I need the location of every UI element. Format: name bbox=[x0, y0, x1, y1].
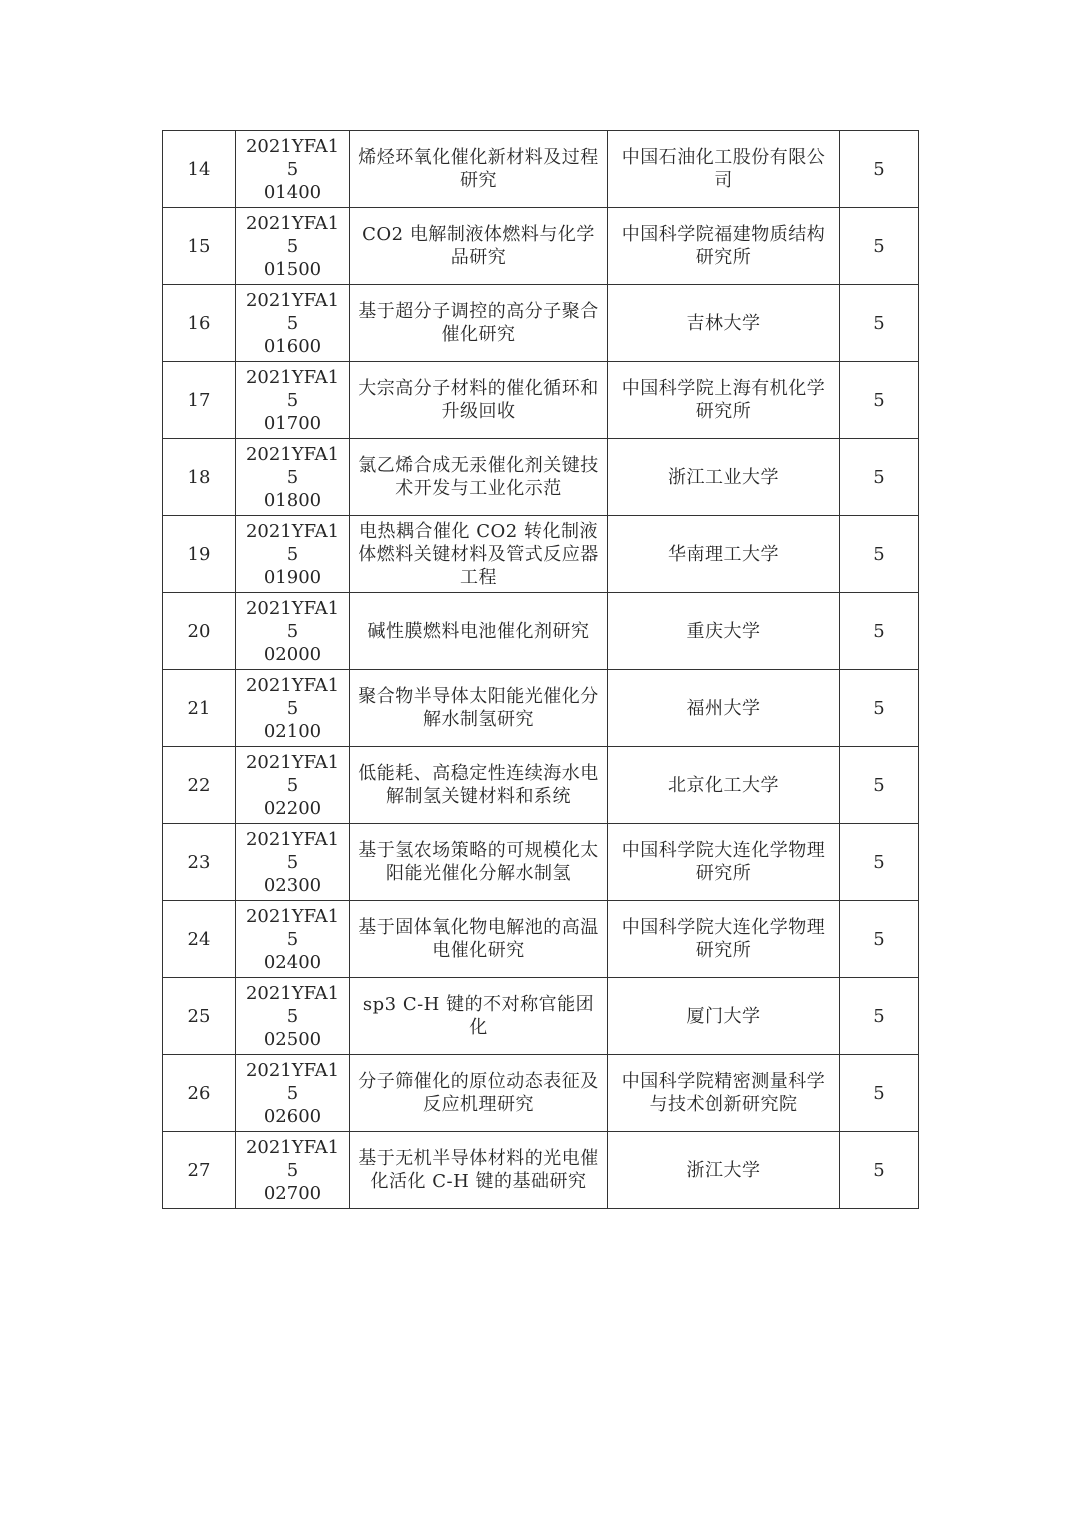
project-code-line-2: 02000 bbox=[263, 643, 322, 665]
row-index: 18 bbox=[163, 439, 236, 516]
project-code bbox=[236, 439, 350, 516]
project-name: 基于超分子调控的高分子聚合催化研究 bbox=[350, 285, 608, 362]
project-code bbox=[236, 593, 350, 670]
organization: 华南理工大学 bbox=[608, 516, 840, 593]
project-code-line-1: 2021YFA15 bbox=[245, 1136, 340, 1181]
project-code-line-2: 02200 bbox=[263, 797, 322, 819]
table-row bbox=[163, 208, 919, 285]
project-code-line-2: 02700 bbox=[263, 1182, 322, 1204]
project-code bbox=[236, 285, 350, 362]
project-count: 5 bbox=[840, 747, 919, 824]
row-index: 21 bbox=[163, 670, 236, 747]
organization: 浙江工业大学 bbox=[608, 439, 840, 516]
row-index: 15 bbox=[163, 208, 236, 285]
project-code-line-1: 2021YFA15 bbox=[245, 366, 340, 411]
project-count: 5 bbox=[840, 208, 919, 285]
project-code-line-2: 01400 bbox=[263, 181, 322, 203]
table-row bbox=[163, 516, 919, 593]
project-code bbox=[236, 670, 350, 747]
table-row bbox=[163, 670, 919, 747]
organization: 中国科学院福建物质结构研究所 bbox=[608, 208, 840, 285]
project-code-line-2: 02500 bbox=[263, 1028, 322, 1050]
project-count: 5 bbox=[840, 131, 919, 208]
table-row bbox=[163, 747, 919, 824]
row-index: 17 bbox=[163, 362, 236, 439]
project-code-line-1: 2021YFA15 bbox=[245, 289, 340, 334]
project-name: 聚合物半导体太阳能光催化分解水制氢研究 bbox=[350, 670, 608, 747]
project-code bbox=[236, 362, 350, 439]
project-code bbox=[236, 208, 350, 285]
project-code-line-1: 2021YFA15 bbox=[245, 443, 340, 488]
project-name: 低能耗、高稳定性连续海水电解制氢关键材料和系统 bbox=[350, 747, 608, 824]
project-count: 5 bbox=[840, 285, 919, 362]
project-code bbox=[236, 1132, 350, 1209]
project-name: sp3 C-H 键的不对称官能团化 bbox=[350, 978, 608, 1055]
project-code-line-1: 2021YFA15 bbox=[245, 520, 340, 565]
project-code-line-1: 2021YFA15 bbox=[245, 597, 340, 642]
table-row bbox=[163, 593, 919, 670]
project-name: 碱性膜燃料电池催化剂研究 bbox=[350, 593, 608, 670]
project-count: 5 bbox=[840, 362, 919, 439]
project-code-line-2: 01700 bbox=[263, 412, 322, 434]
project-code-line-2: 01800 bbox=[263, 489, 322, 511]
project-code bbox=[236, 516, 350, 593]
organization: 浙江大学 bbox=[608, 1132, 840, 1209]
project-name: 烯烃环氧化催化新材料及过程研究 bbox=[350, 131, 608, 208]
project-code-line-1: 2021YFA15 bbox=[245, 212, 340, 257]
project-code-line-1: 2021YFA15 bbox=[245, 905, 340, 950]
organization: 重庆大学 bbox=[608, 593, 840, 670]
table-row bbox=[163, 131, 919, 208]
row-index: 19 bbox=[163, 516, 236, 593]
project-code-line-1: 2021YFA15 bbox=[245, 1059, 340, 1104]
row-index: 27 bbox=[163, 1132, 236, 1209]
project-code-line-2: 02600 bbox=[263, 1105, 322, 1127]
row-index: 16 bbox=[163, 285, 236, 362]
project-code bbox=[236, 747, 350, 824]
project-count: 5 bbox=[840, 901, 919, 978]
project-count: 5 bbox=[840, 1055, 919, 1132]
row-index: 25 bbox=[163, 978, 236, 1055]
project-name: 基于固体氧化物电解池的高温电催化研究 bbox=[350, 901, 608, 978]
organization: 中国科学院精密测量科学与技术创新研究院 bbox=[608, 1055, 840, 1132]
project-code bbox=[236, 978, 350, 1055]
project-code-line-1: 2021YFA15 bbox=[245, 674, 340, 719]
organization: 吉林大学 bbox=[608, 285, 840, 362]
table-row bbox=[163, 362, 919, 439]
project-code-line-1: 2021YFA15 bbox=[245, 751, 340, 796]
project-code bbox=[236, 824, 350, 901]
project-name: 分子筛催化的原位动态表征及反应机理研究 bbox=[350, 1055, 608, 1132]
organization: 中国科学院上海有机化学研究所 bbox=[608, 362, 840, 439]
table-row bbox=[163, 978, 919, 1055]
project-count: 5 bbox=[840, 516, 919, 593]
project-code-line-1: 2021YFA15 bbox=[245, 135, 340, 180]
project-count: 5 bbox=[840, 978, 919, 1055]
project-table bbox=[162, 130, 919, 1209]
row-index: 20 bbox=[163, 593, 236, 670]
row-index: 26 bbox=[163, 1055, 236, 1132]
project-count: 5 bbox=[840, 824, 919, 901]
project-code-line-1: 2021YFA15 bbox=[245, 828, 340, 873]
project-name: 基于无机半导体材料的光电催化活化 C-H 键的基础研究 bbox=[350, 1132, 608, 1209]
project-table-body bbox=[163, 131, 919, 1209]
project-code bbox=[236, 131, 350, 208]
project-code-line-2: 02400 bbox=[263, 951, 322, 973]
project-count: 5 bbox=[840, 1132, 919, 1209]
project-code bbox=[236, 1055, 350, 1132]
row-index: 24 bbox=[163, 901, 236, 978]
row-index: 14 bbox=[163, 131, 236, 208]
project-name: 大宗高分子材料的催化循环和升级回收 bbox=[350, 362, 608, 439]
organization: 中国科学院大连化学物理研究所 bbox=[608, 901, 840, 978]
organization: 北京化工大学 bbox=[608, 747, 840, 824]
project-code-line-2: 01500 bbox=[263, 258, 322, 280]
organization: 中国石油化工股份有限公司 bbox=[608, 131, 840, 208]
table-row bbox=[163, 1055, 919, 1132]
project-code-line-2: 01900 bbox=[263, 566, 322, 588]
row-index: 23 bbox=[163, 824, 236, 901]
project-code-line-2: 02100 bbox=[263, 720, 322, 742]
table-row bbox=[163, 1132, 919, 1209]
project-code-line-2: 01600 bbox=[263, 335, 322, 357]
project-name: CO2 电解制液体燃料与化学品研究 bbox=[350, 208, 608, 285]
row-index: 22 bbox=[163, 747, 236, 824]
table-row bbox=[163, 824, 919, 901]
project-name: 氯乙烯合成无汞催化剂关键技术开发与工业化示范 bbox=[350, 439, 608, 516]
project-count: 5 bbox=[840, 593, 919, 670]
project-code-line-2: 02300 bbox=[263, 874, 322, 896]
project-count: 5 bbox=[840, 670, 919, 747]
table-row bbox=[163, 901, 919, 978]
organization: 福州大学 bbox=[608, 670, 840, 747]
project-name: 电热耦合催化 CO2 转化制液体燃料关键材料及管式反应器工程 bbox=[350, 516, 608, 593]
table-row bbox=[163, 285, 919, 362]
project-code-line-1: 2021YFA15 bbox=[245, 982, 340, 1027]
table-row bbox=[163, 439, 919, 516]
project-count: 5 bbox=[840, 439, 919, 516]
project-code bbox=[236, 901, 350, 978]
organization: 厦门大学 bbox=[608, 978, 840, 1055]
project-name: 基于氢农场策略的可规模化太阳能光催化分解水制氢 bbox=[350, 824, 608, 901]
organization: 中国科学院大连化学物理研究所 bbox=[608, 824, 840, 901]
